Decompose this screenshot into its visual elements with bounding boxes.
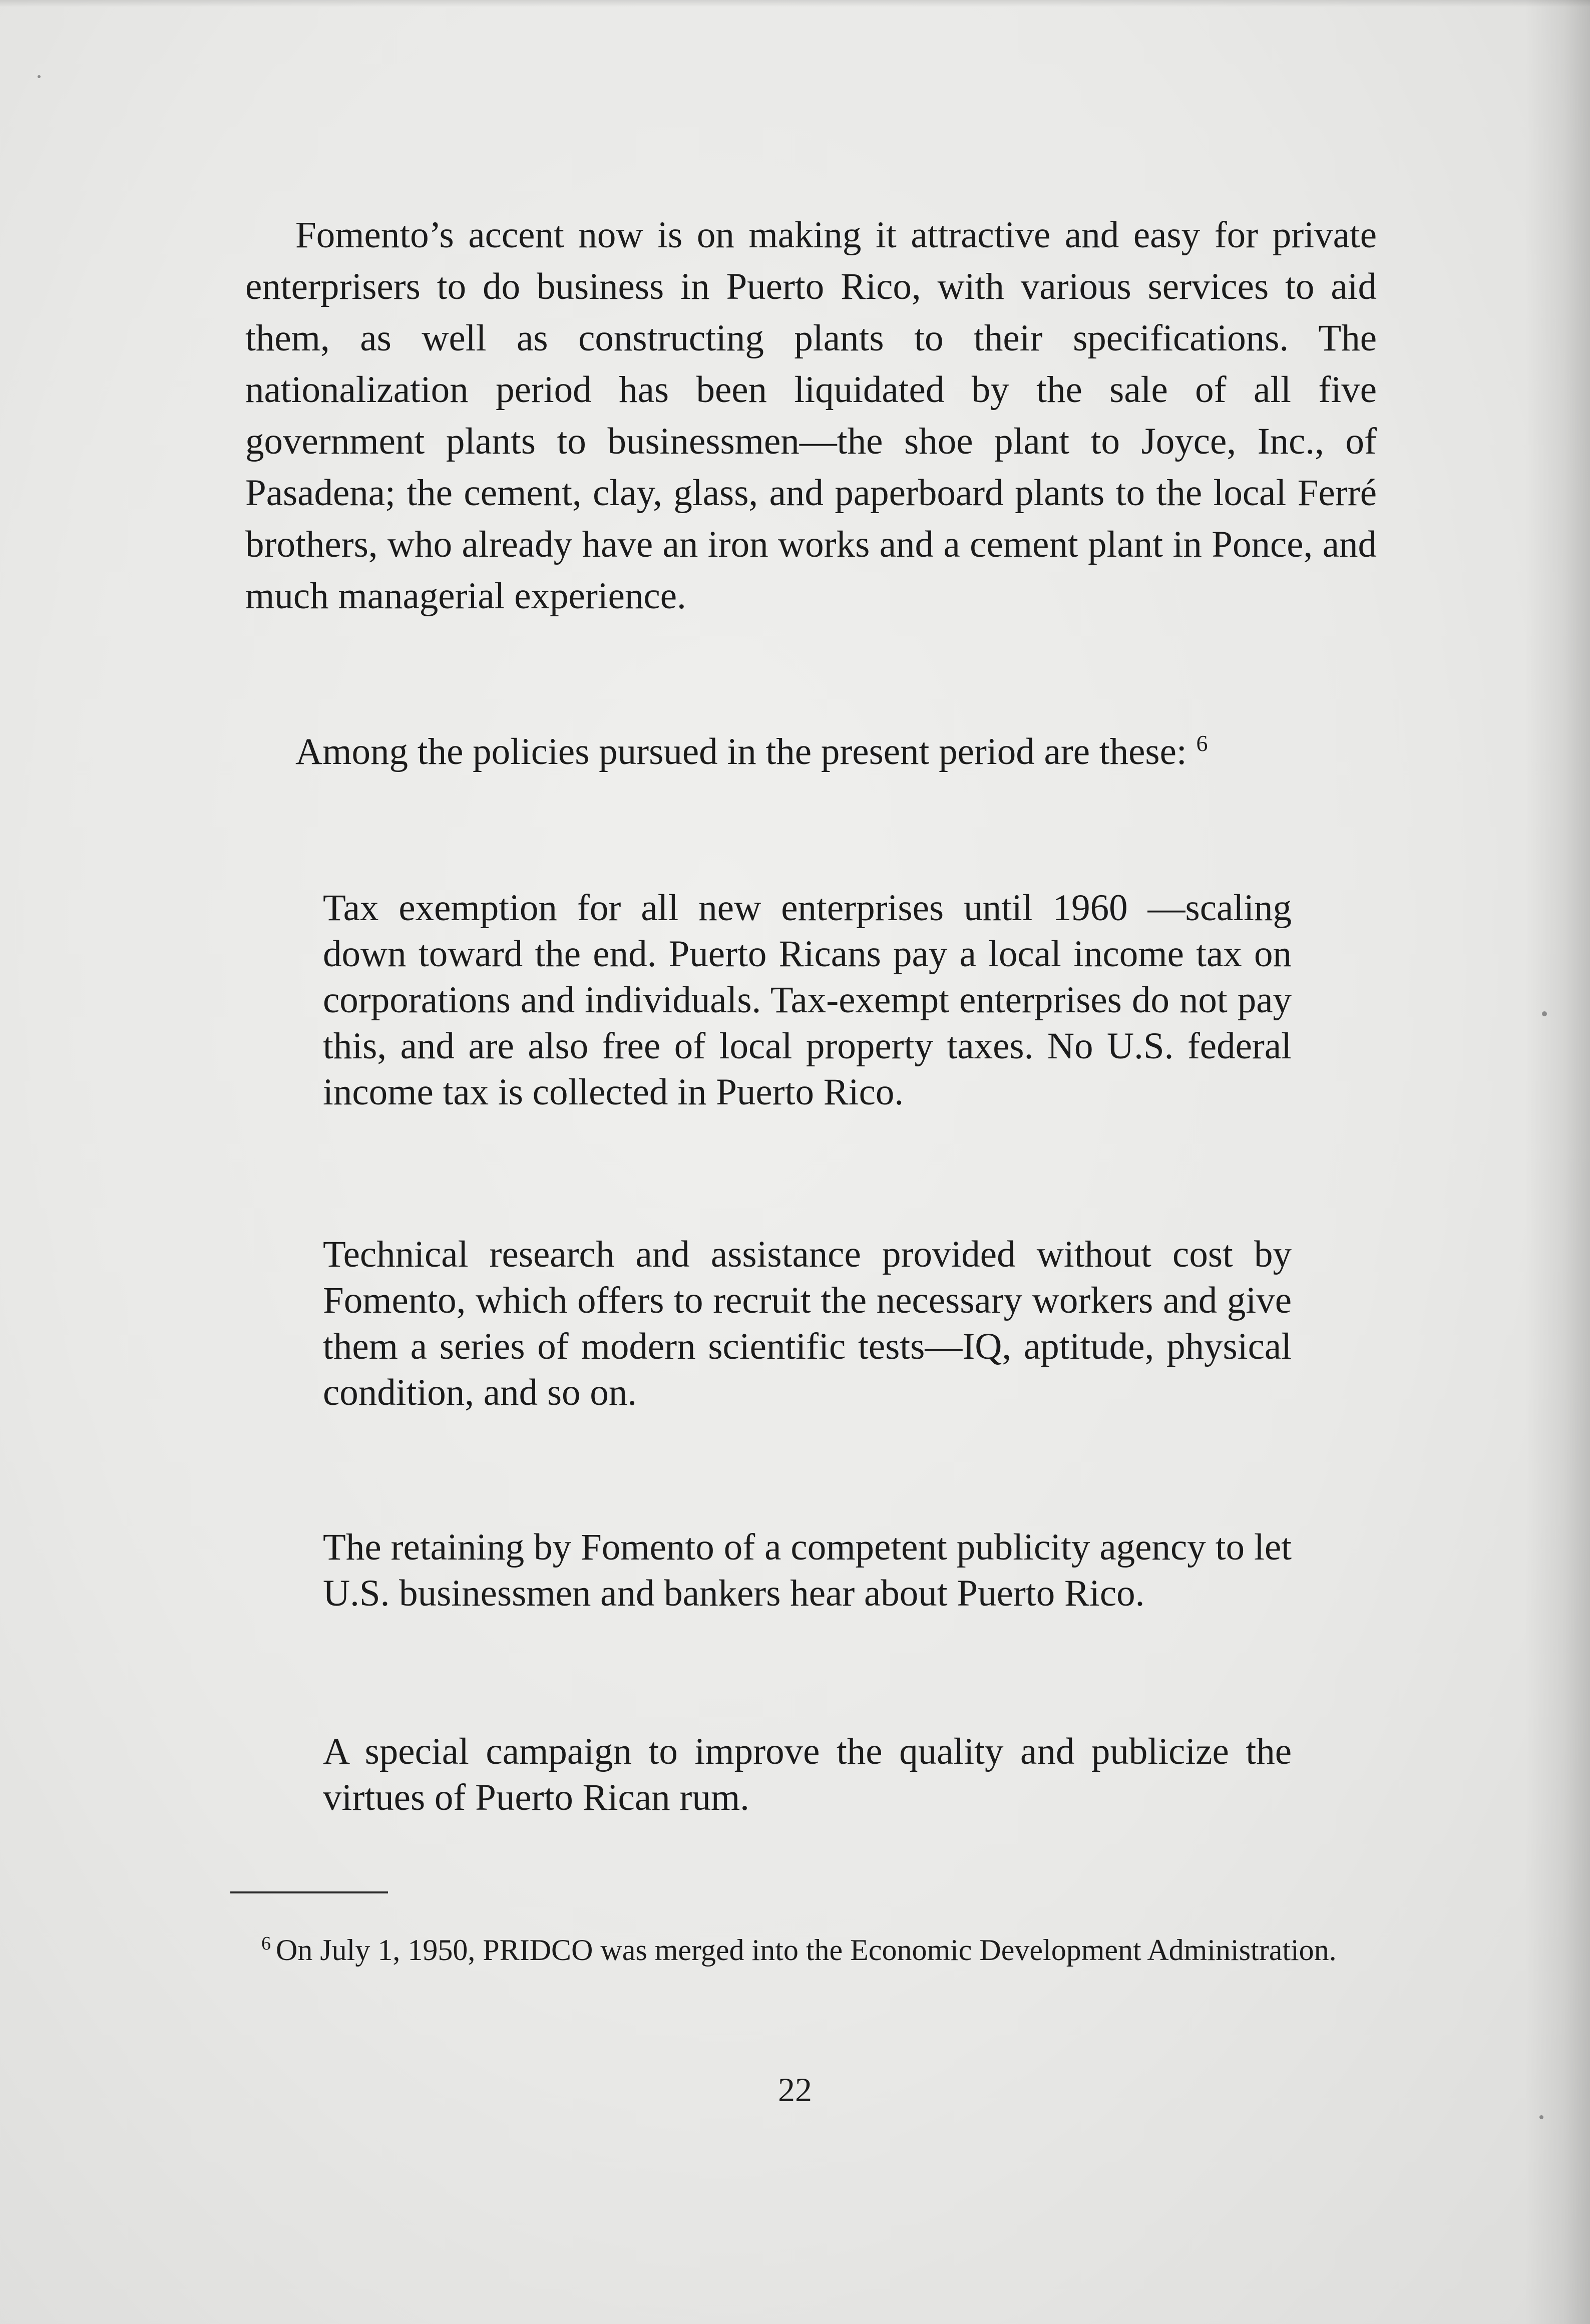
page-gutter-shadow	[1525, 0, 1590, 2324]
footnote-reference: 6	[1196, 730, 1208, 756]
policy-item-rum-campaign: A special campaign to improve the quality and publicize the virtues of Puerto Rican rum.	[323, 1731, 1292, 1818]
footnote-text: On July 1, 1950, PRIDCO was merged into the Economic Development Administration.	[276, 1933, 1337, 1967]
paragraph-fomento-accent: Fomento’s accent now is on making it attractive and easy for private enterprisers to do business in Puerto Rico, with various services to aid them, as well as constructing plants to their specifications. The nationalization period has been liquidated by the sale of all five government plants to businessmen—the shoe plant to Joyce, Inc., of Pasadena; the cement, clay, glass, and paperboard plants to the local Ferré brothers, who already have an iron works and a cement plant in Ponce, and much managerial experience.	[245, 214, 1377, 617]
footnote-divider	[230, 1891, 388, 1893]
policy-item-technical-research: Technical research and assistance provided without cost by Fomento, which offers to recruit the necessary workers and give them a series of modern scientific tests—IQ, aptitude, physical condition, and so on.	[323, 1234, 1292, 1413]
paper-speck	[1542, 1011, 1547, 1016]
paper-speck	[1539, 2115, 1543, 2119]
footnote-mark: 6	[261, 1933, 271, 1954]
page-top-edge	[0, 0, 1590, 7]
footnote	[231, 1932, 1378, 1968]
policies-intro-text: Among the policies pursued in the present period are these:	[295, 731, 1187, 772]
paragraph-policies-intro	[245, 726, 1377, 778]
page-number: 22	[778, 2071, 812, 2109]
policy-item-tax-exemption: Tax exemption for all new enterprises until 1960 —scaling down toward the end. Puerto Ricans pay a local income tax on corporations and individuals. Tax-exempt enterprises do not pay this, and are also free of local property taxes. No U.S. federal income tax is collected in Puerto Rico.	[323, 887, 1292, 1113]
policy-item-publicity-agency: The retaining by Fomento of a competent publicity agency to let U.S. businessmen and bankers hear about Puerto Rico.	[323, 1526, 1292, 1614]
paper-speck	[38, 75, 41, 78]
